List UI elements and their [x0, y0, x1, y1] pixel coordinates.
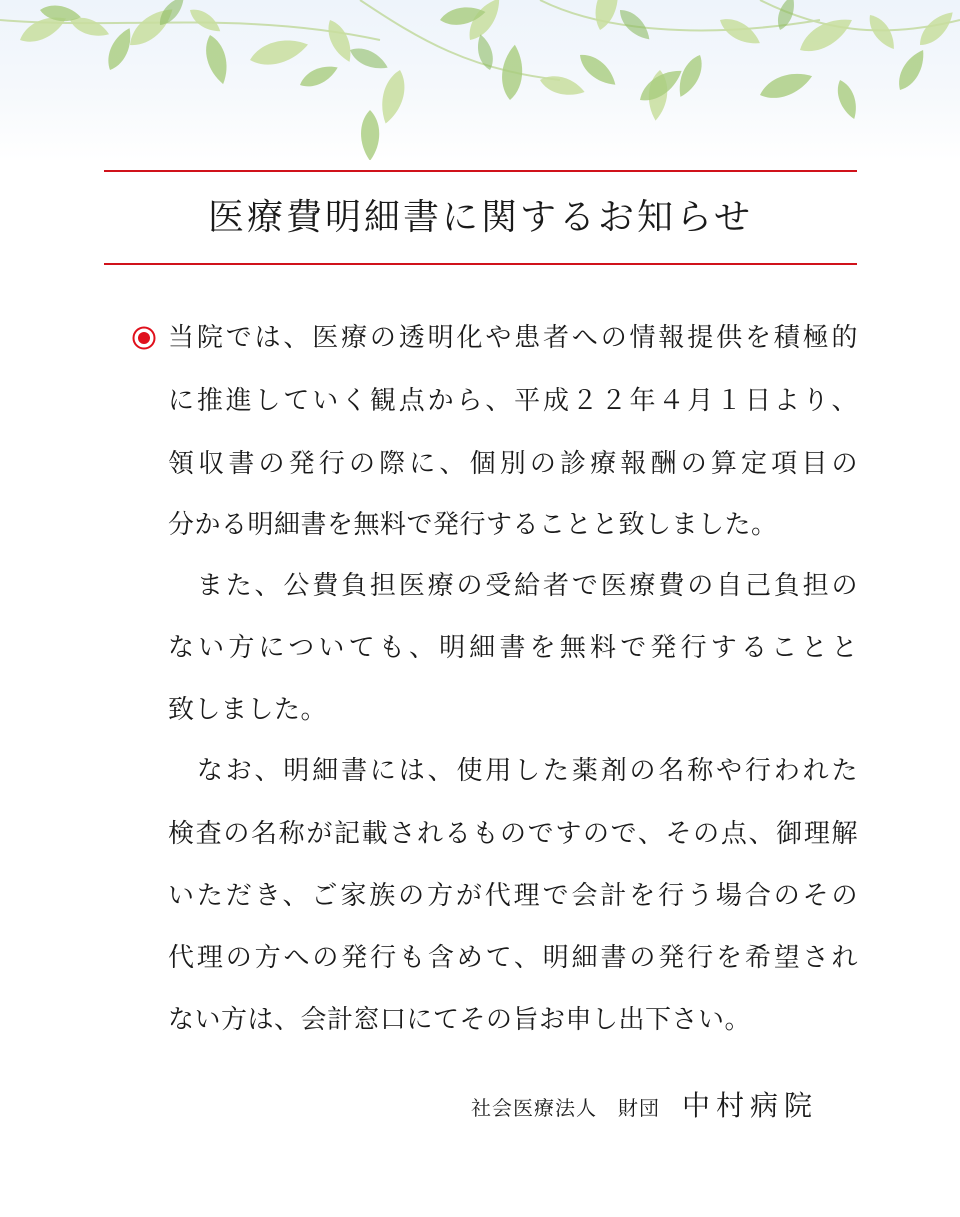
body-line: いただき、ご家族の方が代理で会計を行う場合のその	[168, 881, 858, 911]
body-line: ない方は、会計窓口にてその旨お申し出下さい。	[168, 1005, 752, 1035]
body-line: 領収書の発行の際に、個別の診療報酬の算定項目の	[168, 449, 858, 479]
page-title: 医療費明細書に関するお知らせ	[208, 197, 753, 238]
leaf-banner	[0, 0, 960, 160]
body-line: また、公費負担医療の受給者で医療費の自己負担の	[168, 571, 858, 601]
signature-organization: 社会医療法人 財団	[470, 1096, 660, 1120]
title-rule-top	[104, 170, 857, 172]
body-line: 検査の名称が記載されるものですので、その点、御理解	[168, 819, 858, 849]
body-line: 代理の方への発行も含めて、明細書の発行を希望され	[168, 943, 858, 973]
green-leaves-decoration-icon	[0, 0, 960, 160]
signature-hospital-name: 中村病院	[681, 1089, 818, 1122]
body-line: に推進していく観点から、平成２２年４月１日より、	[168, 386, 858, 416]
body-line: 当院では、医療の透明化や患者への情報提供を積極的	[168, 323, 858, 353]
signature	[471, 1088, 818, 1126]
body-line: ない方についても、明細書を無料で発行することと	[168, 633, 858, 663]
body-line: 分かる明細書を無料で発行することと致しました。	[168, 510, 778, 540]
body-line: なお、明細書には、使用した薬剤の名称や行われた	[168, 756, 858, 786]
body-line: 致しました。	[168, 695, 328, 725]
title-rule-bottom	[104, 263, 857, 265]
red-circle-bullet-icon	[132, 326, 156, 350]
